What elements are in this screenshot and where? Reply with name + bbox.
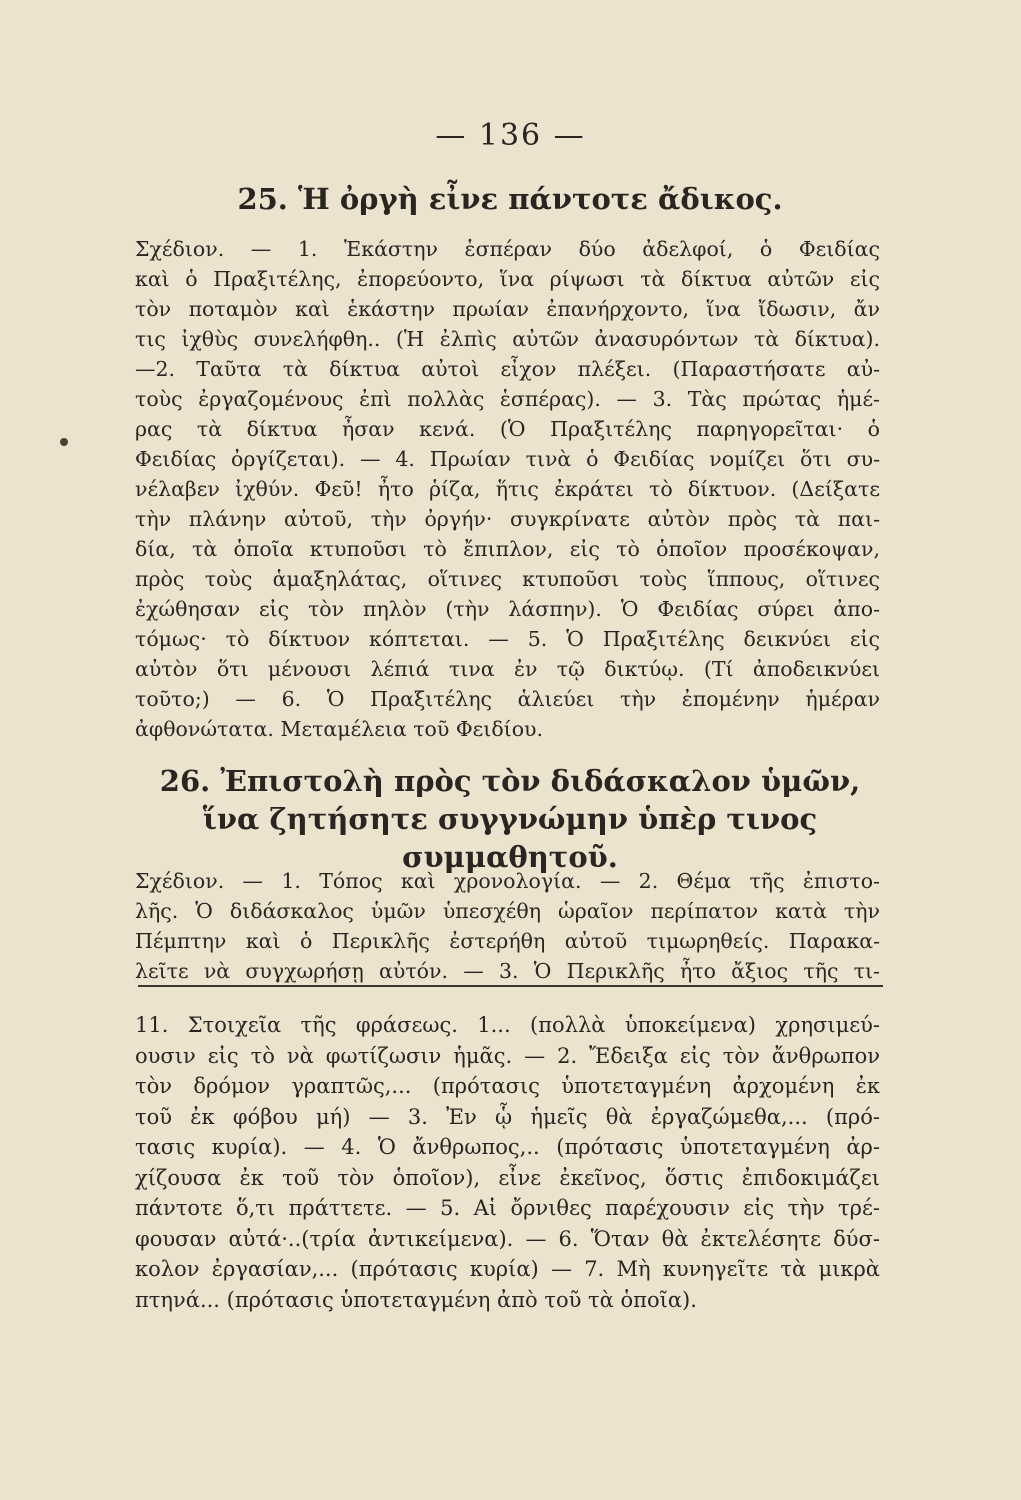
text-line: λῆς. Ὁ διδάσκαλος ὑμῶν ὑπεσχέθη ὡραῖον περίπατον κατὰ τὴν [135,899,880,923]
footnote-line: 11. Στοιχεῖα τῆς φράσεως. 1... (πολλὰ ὑποκείμενα) χρησιμεύ- [135,1013,880,1037]
stray-ink-dot [60,438,68,446]
footnote-line: ουσιν εἰς τὸ νὰ φωτίζωσιν ἡμᾶς. — 2. Ἔδειξα εἰς τὸν ἄνθρωπον [135,1043,880,1068]
text-line: τοὺς ἐργαζομένους ἐπὶ πολλὰς ἑσπέρας). — 3. Τὰς πρώτας ἡμέ- [135,387,880,411]
text-line: —2. Ταῦτα τὰ δίκτυα αὐτοὶ εἶχον πλέξει. (Παραστήσατε αὐ- [135,357,880,381]
footnote-line: πάντοτε ὅ,τι πράττετε. — 5. Αἱ ὄρνιθες παρέχουσιν εἰς τὴν τρέ- [135,1196,880,1220]
footnote [135,1010,880,1315]
text-line: ρας τὰ δίκτυα ἦσαν κενά. (Ὁ Πραξιτέλης παρηγορεῖται· ὁ [135,417,880,441]
text-line: ἐχώθησαν εἰς τὸν πηλὸν (τὴν λάσπην). Ὁ Φειδίας σύρει ἀπο- [135,597,880,621]
footnote-line: φουσαν αὐτά·..(τρία ἀντικείμενα). — 6. Ὅταν θὰ ἐκτελέσητε δύσ- [135,1226,880,1251]
footnote-line: τὸν δρόμον γραπτῶς,... (πρότασις ὑποτεταγμένη ἀρχομένη ἐκ [135,1074,880,1098]
section-26-body [135,866,880,986]
text-line: Σχέδιον. — 1. Ἑκάστην ἑσπέραν δύο ἀδελφοί, ὁ Φειδίας [135,237,880,261]
text-line: τοῦτο;) — 6. Ὁ Πραξιτέλης ἁλιεύει τὴν ἐπομένην ἡμέραν [135,687,880,711]
text-line: λεῖτε νὰ συγχωρήσῃ αὐτόν. — 3. Ὁ Περικλῆς ἦτο ἄξιος τῆς τι- [135,959,880,983]
text-line: δία, τὰ ὁποῖα κτυποῦσι τὸ ἔπιπλον, εἰς τὸ ὁποῖον προσέκοψαν, [135,537,880,561]
text-line: τὴν πλάνην αὐτοῦ, τὴν ὀργήν· συγκρίνατε αὐτὸν πρὸς τὰ παι- [135,507,880,531]
section-26-heading [120,762,900,876]
text-line: καὶ ὁ Πραξιτέλης, ἐπορεύοντο, ἵνα ρίψωσι τὰ δίκτυα αὐτῶν εἰς [135,267,880,291]
section-25-heading: 25. Ἡ ὀργὴ εἶνε πάντοτε ἄδικος. [237,182,783,216]
footnote-line: τοῦ ἐκ φόβου μή) — 3. Ἐν ᾧ ἡμεῖς θὰ ἐργαζώμεθα,... (πρό- [135,1104,880,1129]
text-line: τὸν ποταμὸν καὶ ἑκάστην πρωίαν ἐπανήρχοντο, ἵνα ἴδωσιν, ἄν [135,297,880,321]
footnote-line: χίζουσα ἐκ τοῦ τὸν ὁποῖον), εἶνε ἐκεῖνος, ὅστις ἐπιδοκιμάζει [135,1165,880,1190]
text-line: ἀφθονώτατα. Μεταμέλεια τοῦ Φειδίου. [135,717,544,741]
text-line: πρὸς τοὺς ἁμαξηλάτας, οἵτινες κτυποῦσι τοὺς ἵππους, οἵτινες [135,567,880,591]
heading-line: συμμαθητοῦ. [402,840,618,874]
footnote-line: τασις κυρία). — 4. Ὁ ἄνθρωπος,.. (πρότασις ὑποτεταγμένη ἀρ- [135,1135,880,1159]
page-number: — 136 — [435,118,586,153]
section-25-body [135,234,880,744]
text-line: Σχέδιον. — 1. Τόπος καὶ χρονολογία. — 2. Θέμα τῆς ἐπιστο- [135,869,880,893]
text-line: αὐτὸν ὅτι μένουσι λέπιά τινα ἐν τῷ δικτύῳ. (Τί ἀποδεικνύει [135,657,880,681]
text-line: τις ἰχθὺς συνελήφθη.. (Ἡ ἐλπὶς αὐτῶν ἀνασυρόντων τὰ δίκτυα). [135,327,880,351]
footnote-line: κολον ἐργασίαν,... (πρότασις κυρία) — 7. Μὴ κυνηγεῖτε τὰ μικρὰ [135,1257,880,1281]
footnote-line: πτηνά... (πρότασις ὑποτεταγμένη ἀπὸ τοῦ τὰ ὁποῖα). [135,1287,697,1312]
text-line: τόμως· τὸ δίκτυον κόπτεται. — 5. Ὁ Πραξιτέλης δεικνύει εἰς [135,627,880,651]
heading-line: 26. Ἐπιστολὴ πρὸς τὸν διδάσκαλον ὑμῶν, [159,764,861,798]
heading-line: ἵνα ζητήσητε συγγνώμην ὑπὲρ τινος [202,802,818,836]
footnote-divider [138,985,883,987]
text-line: Πέμπτην καὶ ὁ Περικλῆς ἐστερήθη αὐτοῦ τιμωρηθείς. Παρακα- [135,929,880,953]
text-line: νέλαβεν ἰχθύν. Φεῦ! ἦτο ῥίζα, ἥτις ἐκράτει τὸ δίκτυον. (Δείξατε [135,477,880,501]
text-line: Φειδίας ὀργίζεται). — 4. Πρωίαν τινὰ ὁ Φειδίας νομίζει ὅτι συ- [135,447,880,471]
